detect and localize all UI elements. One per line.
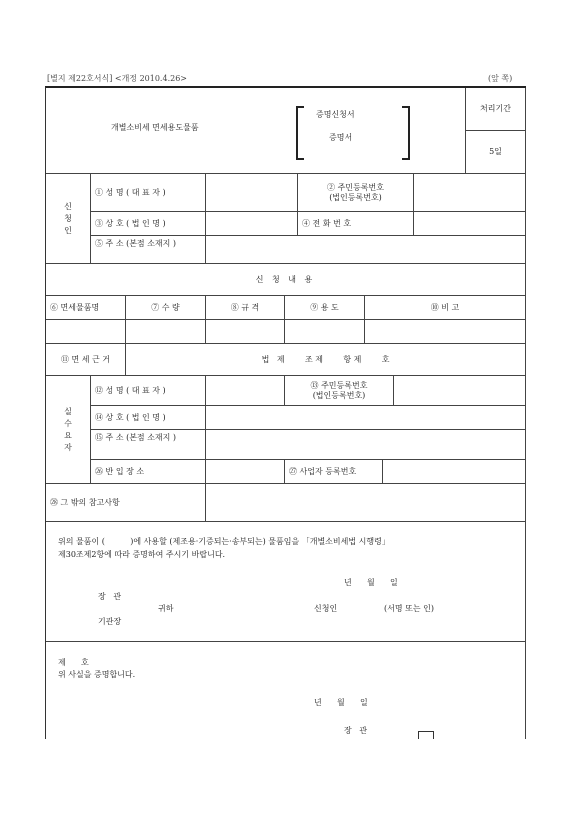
actual-user-section-label [46,376,91,484]
col-quantity: ⑦ 수 량 [126,296,206,320]
certificate-date[interactable]: 년 월 일 [314,698,368,707]
col-item-name: ⑥ 면세물품명 [46,296,126,320]
applicant-label-char: 인 [64,225,72,235]
form-title: 개별소비세 면세용도물품 [111,123,199,132]
applicant-company-label: ③ 상 호 ( 법 인 명 ) [91,212,206,236]
business-number-label: ㉗ 사업자 등록번호 [285,460,383,484]
user-name-label: ⑫ 성 명 ( 대 표 자 ) [91,376,206,406]
applicant-phone-field[interactable] [414,212,526,236]
other-notes-label: ㉘ 그 밖의 참고사항 [46,484,206,522]
user-rrn-label-line2: (법인등록번호) [312,390,366,400]
processing-period-value: 5일 [466,131,526,174]
right-bracket [402,106,410,160]
business-number-field[interactable] [383,460,526,484]
user-address-field[interactable] [206,430,526,460]
user-label-char: 실 [64,406,72,416]
statement-chief: 장 관 [98,592,122,601]
user-address-label: ⑮ 주 소 (본점 소재지 ) [91,430,206,460]
item-name-field[interactable] [46,320,126,344]
applicant-rrn-label-line1: ② 주민등록번호 [327,183,384,193]
request-content-title: 신 청 내 용 [46,264,526,296]
left-bracket [296,106,304,160]
statement-sign-note[interactable]: (서명 또는 인) [384,604,434,613]
delivery-place-label: ㉖ 반 입 장 소 [91,460,206,484]
statement-applicant-label: 신청인 [314,604,338,613]
applicant-rrn-label [298,174,414,212]
applicant-rrn-field[interactable] [414,174,526,212]
user-rrn-label-line1: ⑬ 주민등록번호 [310,381,368,391]
exemption-basis-label: ⑪ 면 세 근 거 [46,344,126,376]
user-rrn-field[interactable] [394,376,526,406]
applicant-name-label: ① 성 명 ( 대 표 자 ) [91,174,206,212]
applicant-address-field[interactable] [206,236,526,264]
title-option-certificate: 증명서 [329,133,353,142]
title-area [46,88,466,174]
quantity-field[interactable] [126,320,206,344]
remarks-field[interactable] [365,320,526,344]
usage-field[interactable] [285,320,365,344]
statement-honorific: 귀하 [158,604,174,613]
applicant-phone-label: ④ 전 화 번 호 [298,212,414,236]
statement-line-2: 제30조제2항에 따라 증명하여 주시기 바랍니다. [58,550,226,559]
title-option-application: 증명신청서 [316,110,355,119]
applicant-rrn-label-line2: (법인등록번호) [329,192,382,202]
user-label-char: 요 [64,430,72,440]
applicant-label-char: 청 [64,213,72,223]
user-label-char: 수 [64,418,72,428]
seal-box [418,731,434,739]
col-remarks: ⑩ 비 고 [365,296,526,320]
applicant-company-field[interactable] [206,212,298,236]
certificate-block [46,642,526,739]
certificate-number[interactable]: 제 호 [58,658,89,667]
col-usage: ⑨ 용 도 [285,296,365,320]
applicant-address-label: ⑤ 주 소 (본점 소재지 ) [91,236,206,264]
page-side-label: (앞 쪽) [488,74,513,83]
user-rrn-label [285,376,394,406]
applicant-label-char: 신 [64,201,72,211]
specification-field[interactable] [206,320,285,344]
certificate-chief: 장 관 [344,726,368,735]
applicant-name-field[interactable] [206,174,298,212]
processing-period-label: 처리기간 [466,88,526,131]
statement-agency-head: 기관장 [98,617,122,626]
delivery-place-field[interactable] [206,460,285,484]
user-company-field[interactable] [206,406,526,430]
user-label-char: 자 [64,442,72,452]
form-reference: [별지 제22호서식] <개정 2010.4.26> [47,74,187,83]
user-company-label: ⑭ 상 호 ( 법 인 명 ) [91,406,206,430]
exemption-basis-content[interactable]: 법 제 조 제 항 제 호 [126,344,526,376]
applicant-section-label [46,174,91,264]
statement-date[interactable]: 년 월 일 [344,578,398,587]
col-specification: ⑧ 규 격 [206,296,285,320]
other-notes-field[interactable] [206,484,526,522]
application-form [45,86,526,739]
user-name-field[interactable] [206,376,285,406]
request-statement-block [46,522,526,642]
statement-line-1: 위의 물품이 ( )에 사용할 (제조용·기증되는·송부되는) 물품임을 「개별소비세법 시행령」 [58,537,390,546]
certificate-confirm-text: 위 사실을 증명합니다. [58,670,136,679]
